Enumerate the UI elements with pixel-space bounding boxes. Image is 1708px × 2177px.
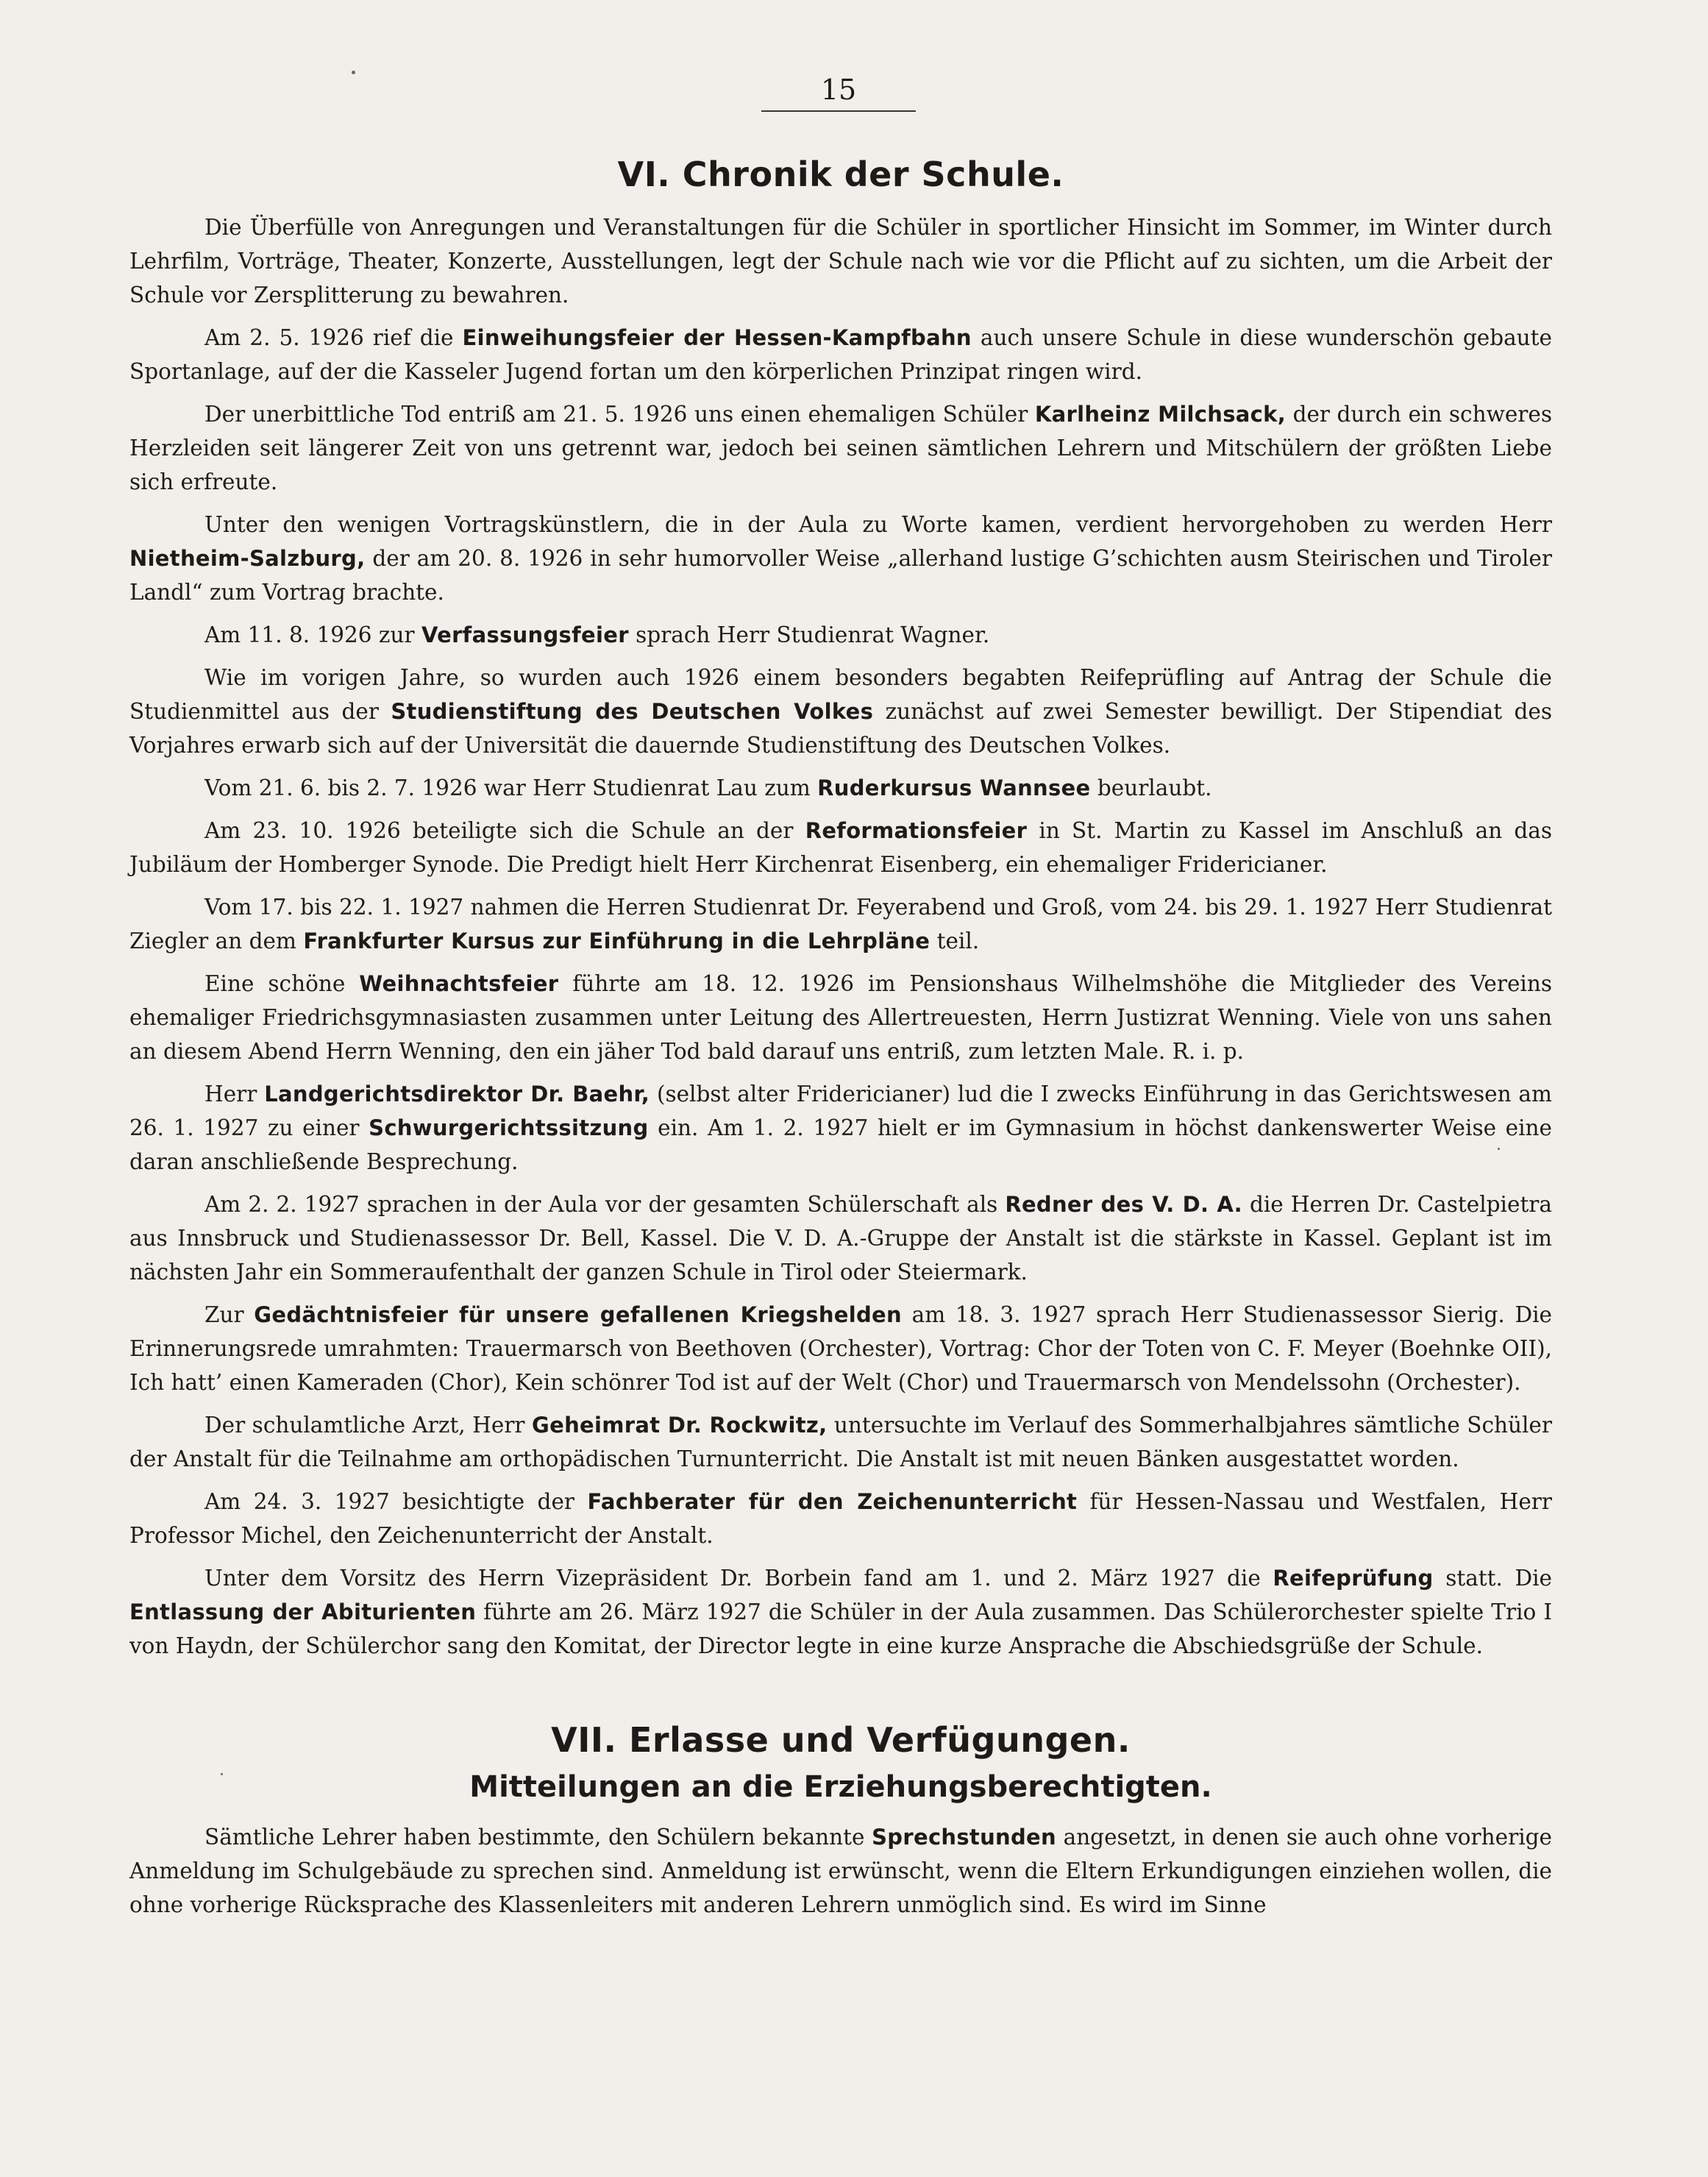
section-vi-title: VI. Chronik der Schule. (617, 155, 1064, 194)
paragraph-9: Vom 17. bis 22. 1. 1927 nahmen die Herren Studienrat Dr. Feyerabend und Groß, vom 24. bis 29. 1. 1927 Herr Studienrat Ziegler an dem Frankfurter Kursus zur Einführung in die Lehrpläne teil. (129, 895, 1552, 953)
page-body (129, 155, 1552, 1931)
section-vii-title: VII. Erlasse und Verfügungen. (551, 1720, 1131, 1760)
paragraph-1: Die Überfülle von Anregungen und Veranstaltungen für die Schüler in sportlicher Hinsicht im Sommer, im Winter durch Lehrfilm, Vorträge, Theater, Konzerte, Ausstellungen, legt der Schule nach wie vor die Pflicht auf zu sichten, um die Arbeit der Schule vor Zersplitterung zu bewahren. (129, 215, 1552, 308)
print-speck (352, 71, 355, 74)
paragraph-vii-1: Sämtliche Lehrer haben bestimmte, den Schülern bekannte Sprechstunden angesetzt, in denen sie auch ohne vorherige Anmeldung im Schulgebäude zu sprechen sind. Anmeldung ist erwünscht, wenn die Eltern Erkundigungen einziehen wollen, die ohne vorherige Rücksprache des Klassenleiters mit anderen Lehrern unmöglich sind. Es wird im Sinne (129, 1825, 1552, 1917)
page-number: 15 (761, 74, 916, 112)
print-speck (1498, 1148, 1500, 1150)
paragraph-14: Der schulamtliche Arzt, Herr Geheimrat Dr. Rockwitz, untersuchte im Verlauf des Sommerhalbjahres sämtliche Schüler der Anstalt für die Teilnahme am orthopädischen Turnunterricht. Die Anstalt ist mit neuen Bänken ausgestattet worden. (129, 1413, 1552, 1471)
paragraph-10: Eine schöne Weihnachtsfeier führte am 18. 12. 1926 im Pensionshaus Wilhelmshöhe die Mitglieder des Vereins ehemaliger Friedrichsgymnasiasten zusammen unter Leitung des Allertreuesten, Herrn Justizrat Wenning. Viele von uns sahen an diesem Abend Herrn Wenning, den ein jäher Tod bald darauf uns entriß, zum letzten Male. R. i. p. (129, 971, 1552, 1064)
print-speck (221, 1773, 223, 1775)
paragraph-6: Wie im vorigen Jahre, so wurden auch 1926 einem besonders begabten Reifeprüfling auf Antrag der Schule die Studienmittel aus der Studienstiftung des Deutschen Volkes zunächst auf zwei Semester bewilligt. Der Stipendiat des Vorjahres erwarb sich auf der Universität die dauernde Studienstiftung des Deutschen Volkes. (129, 665, 1552, 758)
paragraph-3: Der unerbittliche Tod entriß am 21. 5. 1926 uns einen ehemaligen Schüler Karlheinz Milchsack, der durch ein schweres Herzleiden seit längerer Zeit von uns getrennt war, jedoch bei seinen sämtlichen Lehrern und Mitschülern der größten Liebe sich erfreute. (129, 402, 1552, 494)
paragraph-13: Zur Gedächtnisfeier für unsere gefallenen Kriegshelden am 18. 3. 1927 sprach Herr Studienassessor Sierig. Die Erinnerungsrede umrahmten: Trauermarsch von Beethoven (Orchester), Vortrag: Chor der Toten von C. F. Meyer (Boehnke OII), Ich hatt’ einen Kameraden (Chor), Kein schönrer Tod ist auf der Welt (Chor) und Trauermarsch von Mendelssohn (Orchester). (129, 1302, 1552, 1395)
paragraph-5: Am 11. 8. 1926 zur Verfassungsfeier sprach Herr Studienrat Wagner. (204, 622, 990, 647)
paragraph-4: Unter den wenigen Vortragskünstlern, die in der Aula zu Worte kamen, verdient hervorgehoben zu werden Herr Nietheim-Salzburg, der am 20. 8. 1926 in sehr humorvoller Weise „allerhand lustige G’schichten ausm Steirischen und Tiroler Landl“ zum Vortrag brachte. (129, 512, 1552, 605)
paragraph-16: Unter dem Vorsitz des Herrn Vizepräsident Dr. Borbein fand am 1. und 2. März 1927 die Reifeprüfung statt. Die Entlassung der Abiturienten führte am 26. März 1927 die Schüler in der Aula zusammen. Das Schülerorchester spielte Trio I von Haydn, der Schülerchor sang den Komitat, der Director legte in eine kurze Ansprache die Abschiedsgrüße der Schule. (129, 1566, 1553, 1658)
paragraph-11: Herr Landgerichtsdirektor Dr. Baehr, (selbst alter Fridericianer) lud die I zwecks Einführung in das Gerichtswesen am 26. 1. 1927 zu einer Schwurgerichtssitzung ein. Am 1. 2. 1927 hielt er im Gymnasium in höchst dankenswerter Weise eine daran anschließende Besprechung. (129, 1082, 1552, 1174)
paragraph-8: Am 23. 10. 1926 beteiligte sich die Schule an der Reformationsfeier in St. Martin zu Kassel im Anschluß an das Jubiläum der Homberger Synode. Die Predigt hielt Herr Kirchenrat Eisenberg, ein ehemaliger Fridericianer. (129, 818, 1552, 877)
paragraph-7: Vom 21. 6. bis 2. 7. 1926 war Herr Studienrat Lau zum Ruderkursus Wannsee beurlaubt. (204, 775, 1212, 800)
paragraph-15: Am 24. 3. 1927 besichtigte der Fachberater für den Zeichenunterricht für Hessen-Nassau und Westfalen, Herr Professor Michel, den Zeichenunterricht der Anstalt. (129, 1489, 1552, 1548)
paragraph-2: Am 2. 5. 1926 rief die Einweihungsfeier der Hessen-Kampfbahn auch unsere Schule in diese wunderschön gebaute Sportanlage, auf der die Kasseler Jugend fortan um den körperlichen Prinzipat ringen wird. (129, 325, 1552, 384)
paragraph-12: Am 2. 2. 1927 sprachen in der Aula vor der gesamten Schülerschaft als Redner des V. D. A. die Herren Dr. Castelpietra aus Innsbruck und Studienassessor Dr. Bell, Kassel. Die V. D. A.-Gruppe der Anstalt ist die stärkste in Kassel. Geplant ist im nächsten Jahr ein Sommeraufenthalt der ganzen Schule in Tirol oder Steiermark. (129, 1192, 1552, 1285)
section-vii-subtitle: Mitteilungen an die Erziehungsberechtigten. (469, 1770, 1212, 1804)
